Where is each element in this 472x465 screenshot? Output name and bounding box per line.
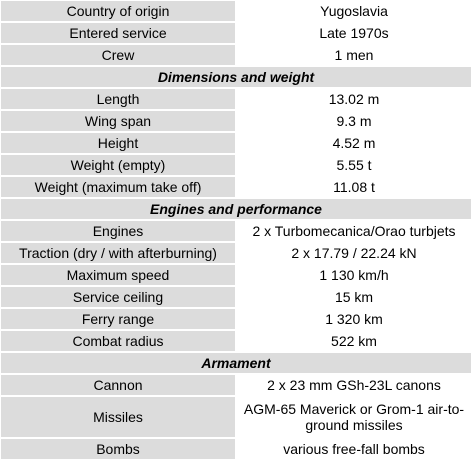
spec-label: Wing span — [1, 111, 237, 133]
spec-row-combat-radius — [1, 331, 471, 353]
section-title: Dimensions and weight — [1, 67, 471, 89]
spec-row-service-ceiling — [1, 287, 471, 309]
spec-label: Missiles — [1, 397, 237, 439]
spec-row-engines — [1, 221, 471, 243]
spec-value: 4.52 m — [237, 133, 471, 155]
section-header-engines — [1, 199, 471, 221]
spec-label: Traction (dry / with afterburning) — [1, 243, 237, 265]
spec-label: Height — [1, 133, 237, 155]
spec-row-crew — [1, 45, 471, 67]
spec-label: Ferry range — [1, 309, 237, 331]
spec-value: 1 320 km — [237, 309, 471, 331]
spec-value: 9.3 m — [237, 111, 471, 133]
spec-value: 5.55 t — [237, 155, 471, 177]
spec-value: 2 x 17.79 / 22.24 kN — [237, 243, 471, 265]
spec-row-traction — [1, 243, 471, 265]
spec-value: Late 1970s — [237, 23, 471, 45]
spec-row-max-speed — [1, 265, 471, 287]
spec-value: 11.08 t — [237, 177, 471, 199]
spec-value: 2 x 23 mm GSh-23L canons — [237, 375, 471, 397]
spec-label: Length — [1, 89, 237, 111]
spec-label: Combat radius — [1, 331, 237, 353]
spec-value: 13.02 m — [237, 89, 471, 111]
spec-row-length — [1, 89, 471, 111]
spec-row-missiles — [1, 397, 471, 439]
spec-label: Weight (empty) — [1, 155, 237, 177]
spec-label: Service ceiling — [1, 287, 237, 309]
spec-label: Engines — [1, 221, 237, 243]
spec-value: Yugoslavia — [237, 1, 471, 23]
spec-row-entered-service — [1, 23, 471, 45]
spec-value: 1 men — [237, 45, 471, 67]
spec-value: 15 km — [237, 287, 471, 309]
spec-value: 2 x Turbomecanica/Orao turbjets — [237, 221, 471, 243]
spec-value: various free-fall bombs — [237, 439, 471, 461]
spec-label: Entered service — [1, 23, 237, 45]
spec-label: Weight (maximum take off) — [1, 177, 237, 199]
spec-label: Bombs — [1, 439, 237, 461]
spec-table — [1, 1, 471, 461]
spec-label: Country of origin — [1, 1, 237, 23]
spec-value: AGM-65 Maverick or Grom-1 air-to-ground missiles — [237, 397, 471, 439]
spec-row-weight-empty — [1, 155, 471, 177]
section-header-armament — [1, 353, 471, 375]
spec-label: Cannon — [1, 375, 237, 397]
spec-row-weight-max — [1, 177, 471, 199]
spec-row-bombs — [1, 439, 471, 461]
spec-row-country — [1, 1, 471, 23]
section-header-dimensions — [1, 67, 471, 89]
spec-row-cannon — [1, 375, 471, 397]
spec-value: 1 130 km/h — [237, 265, 471, 287]
spec-value: 522 km — [237, 331, 471, 353]
spec-row-wing-span — [1, 111, 471, 133]
section-title: Engines and performance — [1, 199, 471, 221]
spec-row-height — [1, 133, 471, 155]
spec-row-ferry-range — [1, 309, 471, 331]
spec-label: Crew — [1, 45, 237, 67]
spec-label: Maximum speed — [1, 265, 237, 287]
section-title: Armament — [1, 353, 471, 375]
